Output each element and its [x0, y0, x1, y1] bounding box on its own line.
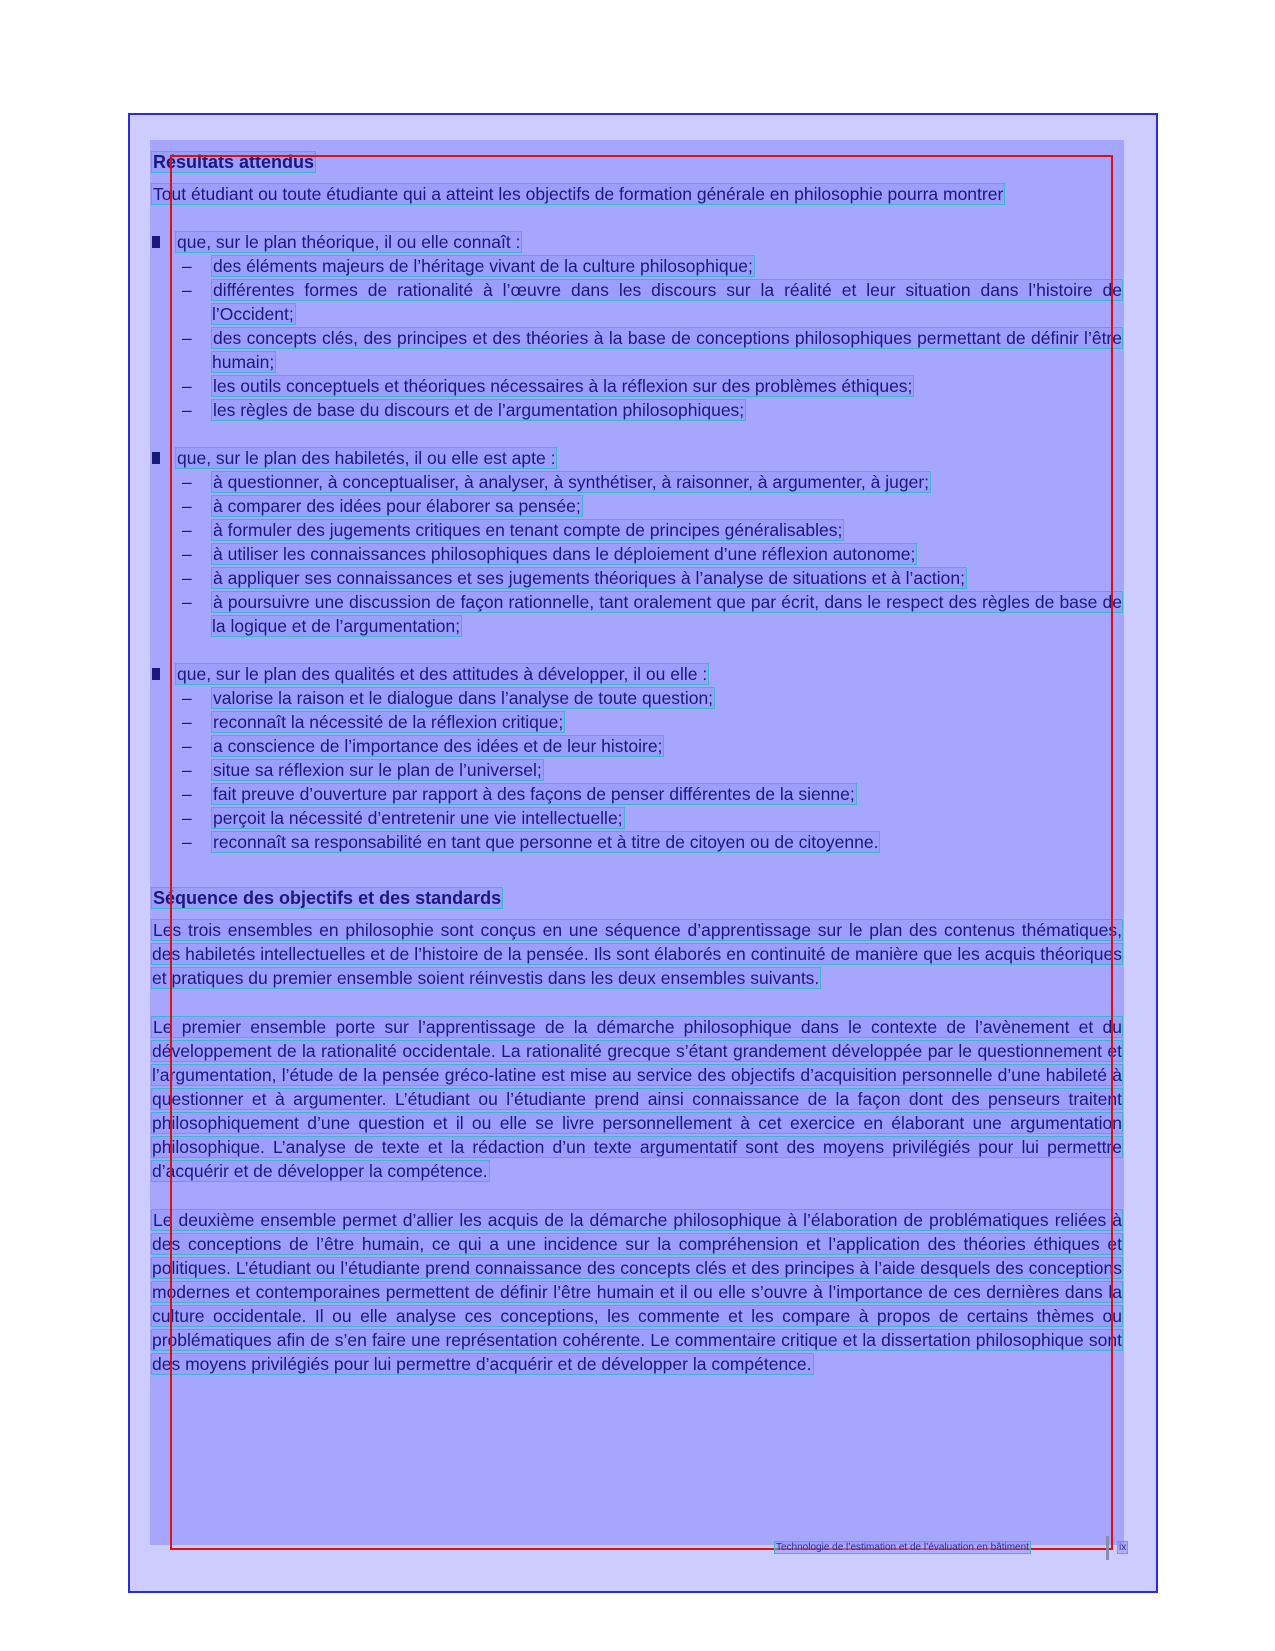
- dash-icon: –: [182, 592, 192, 612]
- page-marker: [1106, 1536, 1109, 1560]
- list-item: – reconnaît sa responsabilité en tant que personne et à titre de citoyen ou de citoyenne.: [182, 832, 879, 852]
- dash-icon: –: [182, 520, 192, 540]
- dash-icon: –: [182, 328, 192, 348]
- dash-icon: –: [182, 568, 192, 588]
- section-heading-sequence: Séquence des objectifs et des standards: [153, 888, 502, 908]
- dash-icon: –: [182, 688, 192, 708]
- bullet-group-habiletes: [152, 446, 1122, 638]
- body-paragraph: Le deuxième ensemble permet d’allier les acquis de la démarche philosophique à l’élaboration de problématiques reliées à des conceptions de l’être humain, ce qui a une incidence sur la compréhension et l’application des théories éthiques et politiques. L’étudiant ou l’étudiante prend connaissance des concepts clés et des principes à l’aide desquels des conceptions modernes et contemporaines permettent de définir l’être humain et il ou elle s’ouvre à l’importance de ces dernières dans la culture occidentale. Il ou elle analyse ces conceptions, les commente et les compare à propos de certains thèmes ou problématiques afin de s’en faire une représentation cohérente. Le commentaire critique et la dissertation philosophique sont des moyens privilégiés pour lui permettre d’acquérir et de développer la compétence.: [152, 1210, 1122, 1374]
- dash-icon: –: [182, 760, 192, 780]
- body-paragraph: Les trois ensembles en philosophie sont conçus en une séquence d’apprentissage sur le plan des contenus thématiques, des habiletés intellectuelles et de l’histoire de la pensée. Ils sont élaborés en continuité de manière que les acquis théoriques et pratiques du premier ensemble soient réinvestis dans les deux ensembles suivants.: [152, 920, 1122, 988]
- bullet-head: que, sur le plan théorique, il ou elle connaît :: [152, 230, 1122, 254]
- page-number: ix: [1119, 1542, 1127, 1553]
- list-item: – à utiliser les connaissances philosophiques dans le déploiement d’une réflexion autonome;: [182, 544, 916, 564]
- bullet-group-qualites: [152, 662, 1122, 854]
- list-item: – valorise la raison et le dialogue dans l’analyse de toute question;: [182, 688, 714, 708]
- bullet-icon: [152, 236, 160, 248]
- dash-icon: –: [182, 400, 192, 420]
- list-item: – des éléments majeurs de l’héritage vivant de la culture philosophique;: [182, 256, 753, 276]
- dash-icon: –: [182, 712, 192, 732]
- document-body: [152, 150, 1122, 1401]
- intro-paragraph: Tout étudiant ou toute étudiante qui a atteint les objectifs de formation générale en philosophie pourra montrer: [153, 184, 1004, 204]
- bullet-icon: [152, 668, 160, 680]
- sub-list: [152, 470, 1122, 638]
- list-item: – fait preuve d’ouverture par rapport à des façons de penser différentes de la sienne;: [182, 784, 855, 804]
- list-item: – différentes formes de rationalité à l’œuvre dans les discours sur la réalité et leur situation dans l’histoire de l’Occident;: [182, 280, 1122, 324]
- dash-icon: –: [182, 472, 192, 492]
- list-item: – perçoit la nécessité d’entretenir une vie intellectuelle;: [182, 808, 623, 828]
- bullet-head: que, sur le plan des qualités et des attitudes à développer, il ou elle :: [152, 662, 1122, 686]
- dash-icon: –: [182, 544, 192, 564]
- list-item: – les outils conceptuels et théoriques nécessaires à la réflexion sur des problèmes éthiques;: [182, 376, 913, 396]
- bullet-head: que, sur le plan des habiletés, il ou elle est apte :: [152, 446, 1122, 470]
- list-item: – à formuler des jugements critiques en tenant compte de principes généralisables;: [182, 520, 843, 540]
- dash-icon: –: [182, 496, 192, 516]
- dash-icon: –: [182, 256, 192, 276]
- list-item: – à poursuivre une discussion de façon rationnelle, tant oralement que par écrit, dans le respect des règles de base de la logique et de l’argumentation;: [182, 592, 1122, 636]
- dash-icon: –: [182, 736, 192, 756]
- list-item: – situe sa réflexion sur le plan de l’universel;: [182, 760, 542, 780]
- dash-icon: –: [182, 784, 192, 804]
- dash-icon: –: [182, 376, 192, 396]
- dash-icon: –: [182, 280, 192, 300]
- dash-icon: –: [182, 832, 192, 852]
- list-item: – des concepts clés, des principes et des théories à la base de conceptions philosophiques permettant de définir l’être humain;: [182, 328, 1122, 372]
- list-item: – à questionner, à conceptualiser, à analyser, à synthétiser, à raisonner, à argumenter, à juger;: [182, 472, 930, 492]
- list-item: – à appliquer ses connaissances et ses jugements théoriques à l’analyse de situations et à l’action;: [182, 568, 965, 588]
- body-paragraph: Le premier ensemble porte sur l’apprentissage de la démarche philosophique dans le contexte de l’avènement et du développement de la rationalité occidentale. La rationalité grecque s’étant grandement développée par le questionnement et l’argumentation, l’étude de la pensée gréco-latine est mise au service des objectifs d’acquisition personnelle d’une habileté à questionner et à argumenter. L’étudiant ou l’étudiante prend ainsi connaissance de la façon dont des penseurs traitent philosophiquement d’une question et il ou elle se livre personnellement à cet exercice en élaborant une argumentation philosophique. L’analyse de texte et la rédaction d’un texte argumentatif sont des moyens privilégiés pour lui permettre d’acquérir et de développer la compétence.: [152, 1017, 1122, 1181]
- sub-list: [152, 686, 1122, 854]
- list-item: – a conscience de l’importance des idées et de leur histoire;: [182, 736, 663, 756]
- bullet-icon: [152, 452, 160, 464]
- list-item: – les règles de base du discours et de l’argumentation philosophiques;: [182, 400, 745, 420]
- bullet-group-theorique: [152, 230, 1122, 422]
- sub-list: [152, 254, 1122, 422]
- list-item: – à comparer des idées pour élaborer sa pensée;: [182, 496, 581, 516]
- list-item: – reconnaît la nécessité de la réflexion critique;: [182, 712, 564, 732]
- footer-text: Technologie de l’estimation et de l’évaluation en bâtiment: [776, 1542, 1029, 1553]
- dash-icon: –: [182, 808, 192, 828]
- section-heading-resultats: Résultats attendus: [153, 152, 315, 172]
